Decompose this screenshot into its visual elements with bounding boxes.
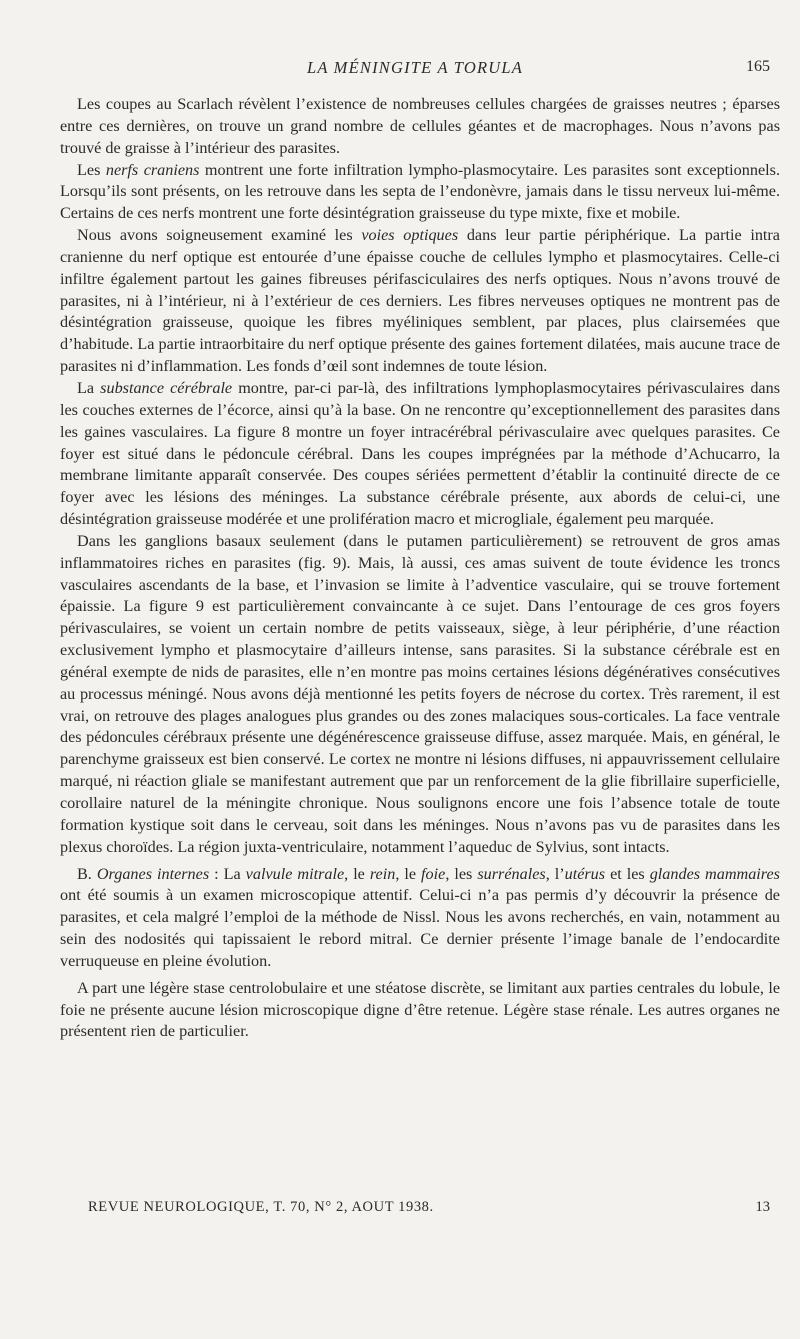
paragraph (60, 378, 780, 531)
text-run: et les (605, 864, 650, 883)
paragraph (60, 94, 780, 160)
sheet-number: 13 (755, 1199, 770, 1215)
italic-term: glandes mammaires (649, 864, 780, 883)
paragraph (60, 864, 780, 973)
text-run: A part une légère stase centrolobulaire et une stéatose discrète, se limitant aux parties centrales du lobule, le foie ne présente aucune lésion microscopique digne d’être retenue. Légère stase rénale. Les autres organes ne présentent rien de particulier. (60, 978, 780, 1041)
running-title: LA MÉNINGITE A TORULA (306, 58, 524, 77)
text-run: Les coupes au Scarlach révèlent l’existence de nombreuses cellules chargées de graisses neutres ; éparses entre ces dernières, on trouve un grand nombre de cellules géantes et de macrophages. Nous n’avons pas trouvé de graisse à l’intérieur des parasites. (60, 95, 780, 157)
italic-term: utérus (564, 864, 606, 883)
text-run: Nous avons soigneusement examiné les (77, 226, 362, 245)
page-number: 165 (746, 58, 770, 75)
paragraph (60, 160, 780, 226)
text-run: La (77, 378, 101, 397)
italic-term: Organes internes (96, 864, 210, 883)
italic-term: surrénales (477, 864, 546, 883)
text-run: montrent une forte infiltration lympho-plasmocytaire. Les parasites sont exceptionnels. Lorsqu’ils sont présents, on les retrouve dans les septa de l’endonèvre, jamais dans le tissu nerveux lui-même. Certains de ces nerfs montrent une forte désintégration graisseuse du type mixte, fixe et mobile. (60, 160, 780, 223)
paragraph (60, 531, 780, 859)
italic-term: foie (421, 864, 446, 883)
text-run: , le (344, 864, 370, 883)
text-run: B. (77, 864, 97, 883)
italic-term: valvule mitrale (245, 864, 345, 883)
text-run: ont été soumis à un examen microscopique attentif. Celui-ci n’a pas permis d’y découvrir la présence de parasites, et cela malgré l’emploi de la méthode de Nissl. Nous les avons recherchés, en vain, notamment au sein des nodosités qui tapissaient le rebord mitral. Ce dernier présente l’image banale de l’endocardite verruqueuse en pleine évolution. (60, 886, 780, 970)
text-run: montre, par-ci par-là, des infiltrations lymphoplasmocytaires périvasculaires dans les couches externes de l’écorce, ainsi qu’à la base. On ne rencontre qu’exceptionnellement des parasites dans les gaines vasculaires. La figure 8 montre un foyer intracérébral périvasculaire avec quelques parasites. Ce foyer est situé dans le pédoncule cérébral. Dans les coupes imprégnées par la méthode d’Achucarro, la membrane limitante apparaît conservée. Des coupes sériées permettent d’établir la continuité directe de ce foyer avec les lésions des méninges. La substance cérébrale présente, aux abords de celui-ci, une désintégration graisseuse modérée et une prolifération macro et microgliale, également peu marquée. (60, 378, 780, 529)
paragraph (60, 978, 780, 1044)
text-run: , le (395, 864, 422, 883)
text-run: : La (209, 864, 246, 883)
text-run: Les (77, 160, 106, 179)
italic-term: rein (369, 864, 396, 883)
journal-citation: REVUE NEUROLOGIQUE, T. 70, N° 2, AOUT 1938. (88, 1199, 434, 1215)
italic-term: nerfs craniens (105, 160, 200, 179)
italic-term: substance cérébrale (100, 378, 233, 397)
italic-term: voies optiques (361, 226, 459, 245)
text-run: Dans les ganglions basaux seulement (dans le putamen particulièrement) se retrouvent de gros amas inflammatoires riches en parasites (fig. 9). Mais, là aussi, ces amas suivent de toute évidence les troncs vasculaires ascendants de la base, et l’invasion se limite à l’adventice vasculaire, qui se trouve fortement épaissie. La figure 9 est particulièrement convaincante à ce sujet. Dans l’entourage de ces gros foyers périvasculaires, se voient un certain nombre de petits vaisseaux, siège, à leur périphérie, d’une réaction exclusivement lympho et plasmocytaire d’ailleurs intense, sans parasites. Si la substance cérébrale est en général exempte de nids de parasites, elle n’en montre pas moins certaines lésions dégénératives consécutives au processus méningé. Nous avons déjà mentionné les petits foyers de nécrose du cortex. Très rarement, il est vrai, on retrouve des plages analogues plus grandes ou des zones malaciques sous-corticales. La face ventrale des pédoncules cérébraux présente une dégénérescence graisseuse diffuse, assez marquée. Mais, en général, le parenchyme graisseux est bien conservé. Le cortex ne montre ni lésions diffuses, ni appauvrissement cellulaire marqué, ni réaction gliale se manifestant autrement que par un renforcement de la glie fibrillaire superficielle, corollaire naturel de la méningite chronique. Nous soulignons encore une fois l’absence totale de toute formation kystique soit dans le cerveau, soit dans les méninges. Nous n’avons pas vu de parasites dans les plexus choroïdes. La région juxta-ventriculaire, notamment l’aqueduc de Sylvius, sont intacts. (60, 531, 780, 856)
text-run: dans leur partie périphérique. La partie intra cranienne du nerf optique est entourée d’une épaisse couche de cellules lympho et plasmocytaires. Celle-ci infiltre également partout les gaines fibreuses périfasciculaires des nerfs optiques. Nous n’avons trouvé de parasites, ni à l’intérieur, ni à l’extérieur de ces derniers. Les fibres nerveuses optiques ne montrent pas de désintégration graisseuse, quoique les fibres myéliniques semblent, par places, plus clairsemées que d’habitude. La partie intraorbitaire du nerf optique présente des gaines fortement dilatées, mais aucune trace de parasites ni d’inflammation. Les fonds d’œil sont indemnes de toute lésion. (60, 226, 780, 376)
running-head (60, 58, 770, 82)
page-footer (88, 1199, 770, 1221)
text-run: , l’ (545, 864, 565, 883)
text-run: , les (445, 864, 478, 883)
body-text (60, 94, 780, 1043)
paragraph (60, 225, 780, 378)
